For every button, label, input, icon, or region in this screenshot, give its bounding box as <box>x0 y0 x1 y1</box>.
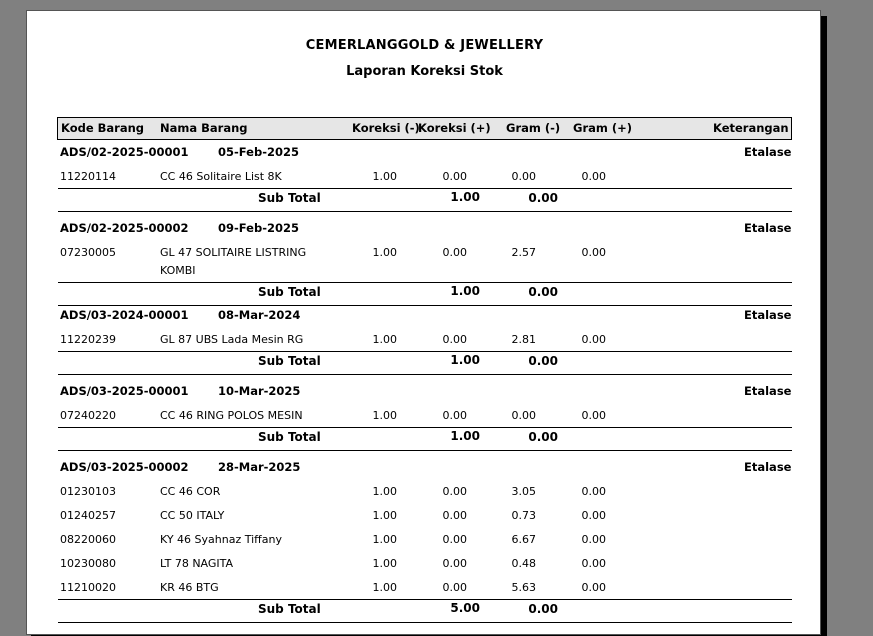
item-koreksi-plus: 0.00 <box>442 557 467 570</box>
subtotal-label: Sub Total <box>258 354 321 368</box>
item-koreksi-minus: 1.00 <box>372 485 397 498</box>
item-nama: CC 46 RING POLOS MESIN <box>160 409 303 422</box>
divider <box>58 211 792 212</box>
divider <box>58 305 792 306</box>
item-gram-plus: 0.00 <box>581 485 606 498</box>
item-kode: 08220060 <box>60 533 116 546</box>
item-nama: CC 46 Solitaire List 8K <box>160 170 282 183</box>
item-gram-plus: 0.00 <box>581 170 606 183</box>
divider <box>58 622 792 623</box>
item-kode: 01240257 <box>60 509 116 522</box>
divider <box>58 427 792 428</box>
item-koreksi-minus: 1.00 <box>372 581 397 594</box>
doc-number: ADS/03-2025-00001 <box>60 384 189 398</box>
item-kode: 07240220 <box>60 409 116 422</box>
item-gram-minus: 0.73 <box>511 509 536 522</box>
item-gram-plus: 0.00 <box>581 246 606 259</box>
divider <box>58 599 792 600</box>
item-gram-minus: 5.63 <box>511 581 536 594</box>
doc-keterangan: Etalase <box>744 384 792 398</box>
item-nama: CC 46 COR <box>160 485 221 498</box>
divider <box>58 450 792 451</box>
col-nama-barang: Nama Barang <box>160 121 248 135</box>
item-koreksi-plus: 0.00 <box>442 581 467 594</box>
item-gram-minus: 2.57 <box>511 246 536 259</box>
subtotal-label: Sub Total <box>258 602 321 616</box>
item-nama: KR 46 BTG <box>160 581 219 594</box>
col-gram-minus: Gram (-) <box>506 121 561 135</box>
item-koreksi-minus: 1.00 <box>372 170 397 183</box>
item-kode: 01230103 <box>60 485 116 498</box>
divider <box>58 351 792 352</box>
subtotal-label: Sub Total <box>258 285 321 299</box>
subtotal-gram: 0.00 <box>528 285 558 299</box>
item-koreksi-plus: 0.00 <box>442 246 467 259</box>
item-koreksi-minus: 1.00 <box>372 509 397 522</box>
subtotal-koreksi: 1.00 <box>450 190 480 204</box>
item-nama: GL 47 SOLITAIRE LISTRING <box>160 246 307 259</box>
doc-number: ADS/02-2025-00002 <box>60 221 189 235</box>
item-koreksi-plus: 0.00 <box>442 409 467 422</box>
subtotal-gram: 0.00 <box>528 602 558 616</box>
item-kode: 11210020 <box>60 581 116 594</box>
doc-number: ADS/03-2024-00001 <box>60 308 189 322</box>
item-kode: 11220114 <box>60 170 116 183</box>
item-koreksi-minus: 1.00 <box>372 333 397 346</box>
subtotal-koreksi: 1.00 <box>450 353 480 367</box>
item-nama: KY 46 Syahnaz Tiffany <box>160 533 282 546</box>
subtotal-koreksi: 5.00 <box>450 601 480 615</box>
item-koreksi-plus: 0.00 <box>442 333 467 346</box>
col-gram-plus: Gram (+) <box>573 121 633 135</box>
report-title: Laporan Koreksi Stok <box>346 64 503 79</box>
divider <box>58 188 792 189</box>
divider <box>58 282 792 283</box>
item-koreksi-minus: 1.00 <box>372 557 397 570</box>
item-koreksi-plus: 0.00 <box>442 509 467 522</box>
doc-keterangan: Etalase <box>744 308 792 322</box>
item-gram-plus: 0.00 <box>581 581 606 594</box>
item-gram-minus: 0.00 <box>511 409 536 422</box>
item-gram-minus: 3.05 <box>511 485 536 498</box>
item-gram-plus: 0.00 <box>581 333 606 346</box>
item-kode: 11220239 <box>60 333 116 346</box>
col-koreksi-minus: Koreksi (-) <box>352 121 420 135</box>
col-koreksi-plus: Koreksi (+) <box>418 121 491 135</box>
report-page <box>26 10 821 635</box>
subtotal-gram: 0.00 <box>528 354 558 368</box>
item-gram-minus: 0.00 <box>511 170 536 183</box>
doc-keterangan: Etalase <box>744 460 792 474</box>
item-koreksi-minus: 1.00 <box>372 533 397 546</box>
item-gram-minus: 0.48 <box>511 557 536 570</box>
item-gram-minus: 2.81 <box>511 333 536 346</box>
doc-date: 09-Feb-2025 <box>218 221 299 235</box>
company-name: CEMERLANGGOLD & JEWELLERY <box>305 38 544 53</box>
col-keterangan: Keterangan <box>713 121 789 135</box>
doc-date: 08-Mar-2024 <box>218 308 301 322</box>
subtotal-koreksi: 1.00 <box>450 429 480 443</box>
subtotal-label: Sub Total <box>258 191 321 205</box>
item-gram-plus: 0.00 <box>581 409 606 422</box>
doc-number: ADS/03-2025-00002 <box>60 460 189 474</box>
item-koreksi-minus: 1.00 <box>372 246 397 259</box>
item-gram-minus: 6.67 <box>511 533 536 546</box>
item-koreksi-minus: 1.00 <box>372 409 397 422</box>
doc-date: 05-Feb-2025 <box>218 145 299 159</box>
column-header <box>57 117 792 140</box>
item-nama: LT 78 NAGITA <box>160 557 234 570</box>
doc-date: 28-Mar-2025 <box>218 460 301 474</box>
item-koreksi-plus: 0.00 <box>442 170 467 183</box>
item-nama: CC 50 ITALY <box>160 509 225 522</box>
item-gram-plus: 0.00 <box>581 509 606 522</box>
subtotal-gram: 0.00 <box>528 191 558 205</box>
col-kode-barang: Kode Barang <box>61 121 145 135</box>
item-kode: 10230080 <box>60 557 116 570</box>
item-koreksi-plus: 0.00 <box>442 485 467 498</box>
divider <box>58 374 792 375</box>
subtotal-gram: 0.00 <box>528 430 558 444</box>
item-nama: GL 87 UBS Lada Mesin RG <box>160 333 304 346</box>
item-gram-plus: 0.00 <box>581 557 606 570</box>
doc-date: 10-Mar-2025 <box>218 384 301 398</box>
subtotal-label: Sub Total <box>258 430 321 444</box>
item-gram-plus: 0.00 <box>581 533 606 546</box>
doc-number: ADS/02-2025-00001 <box>60 145 189 159</box>
doc-keterangan: Etalase <box>744 221 792 235</box>
item-nama-cont: KOMBI <box>160 264 196 277</box>
item-kode: 07230005 <box>60 246 116 259</box>
subtotal-koreksi: 1.00 <box>450 284 480 298</box>
doc-keterangan: Etalase <box>744 145 792 159</box>
item-koreksi-plus: 0.00 <box>442 533 467 546</box>
